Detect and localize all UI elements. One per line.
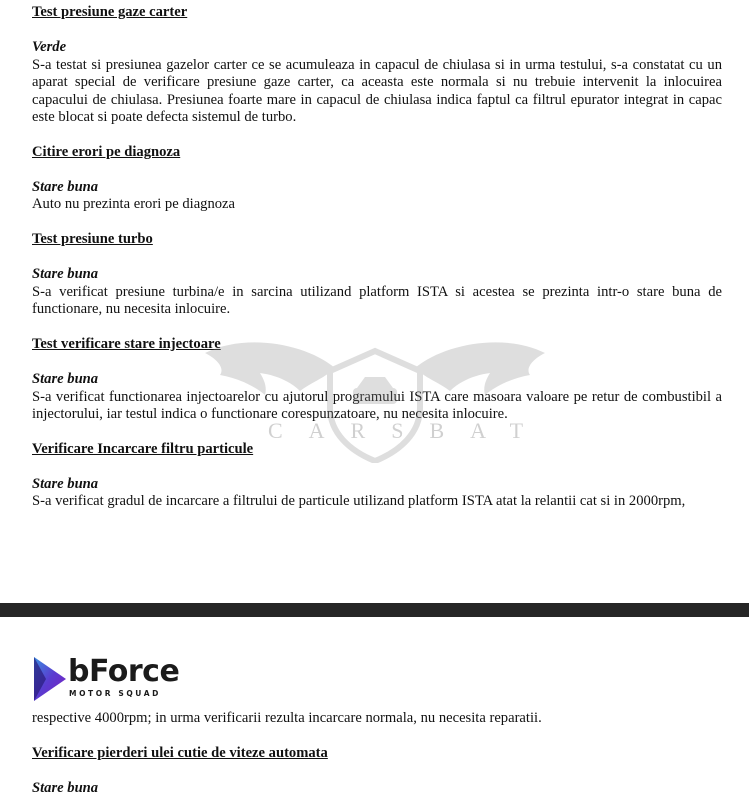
section-status: Stare buna (32, 266, 99, 282)
continuation-text: respective 4000rpm; in urma verificarii rezulta incarcare normala, nu necesita reparatii. (32, 710, 542, 726)
section-heading: Test presiune gaze carter (32, 4, 188, 20)
section-heading: Test presiune turbo (32, 231, 153, 247)
section-heading: Verificare Incarcare filtru particule (32, 441, 254, 457)
section-body: S-a verificat gradul de incarcare a filtrului de particule utilizand platform ISTA atat la relantii cat si in 2000rpm, (32, 493, 686, 509)
section-body: S-a testat si presiunea gazelor carter ce se acumuleaza in capacul de chiulasa si in urma testului, s-a constatat cu un aparat special de verificare presiune gaze carter, ca aceasta este normala si nu trebuie intervenit la inlocuirea capacului de chiulasa. Presiunea foarte mare in capacul de chiulasa indica faptul ca filtrul epurator integrat in capac este blocat si poate defecta sistemul de turbo. (32, 57, 722, 126)
page-separator (0, 603, 749, 617)
section-status: Stare buna (32, 476, 99, 492)
section-heading: Test verificare stare injectoare (32, 336, 221, 352)
watermark-text: CARSBAT (268, 418, 550, 443)
section-status: Stare buna (32, 371, 99, 387)
bforce-play-icon (32, 655, 72, 703)
section-status: Stare buna (32, 179, 99, 195)
section-status: Verde (32, 39, 67, 55)
section-heading: Citire erori pe diagnoza (32, 144, 181, 160)
section-body: Auto nu prezinta erori pe diagnoza (32, 196, 236, 212)
section-body: S-a verificat presiune turbina/e in sarcina utilizand platform ISTA si acestea se prezinta intr-o stare buna de functionare, nu necesita inlocuire. (32, 284, 722, 318)
bforce-brand: bForce (68, 654, 180, 689)
section-heading: Verificare pierderi ulei cutie de viteze automata (32, 745, 328, 761)
section-body: S-a verificat functionarea injectoarelor cu ajutorul programului ISTA care masoara valoare pe retur de combustibil a injectorului, iar testul indica o functionare corespunzatoare, nu necesita inlocuire. (32, 389, 722, 423)
bforce-tagline: MOTOR SQUAD (69, 689, 161, 698)
section-status: Stare buna (32, 780, 99, 796)
bforce-logo (32, 654, 180, 703)
report-page-2 (0, 617, 749, 799)
